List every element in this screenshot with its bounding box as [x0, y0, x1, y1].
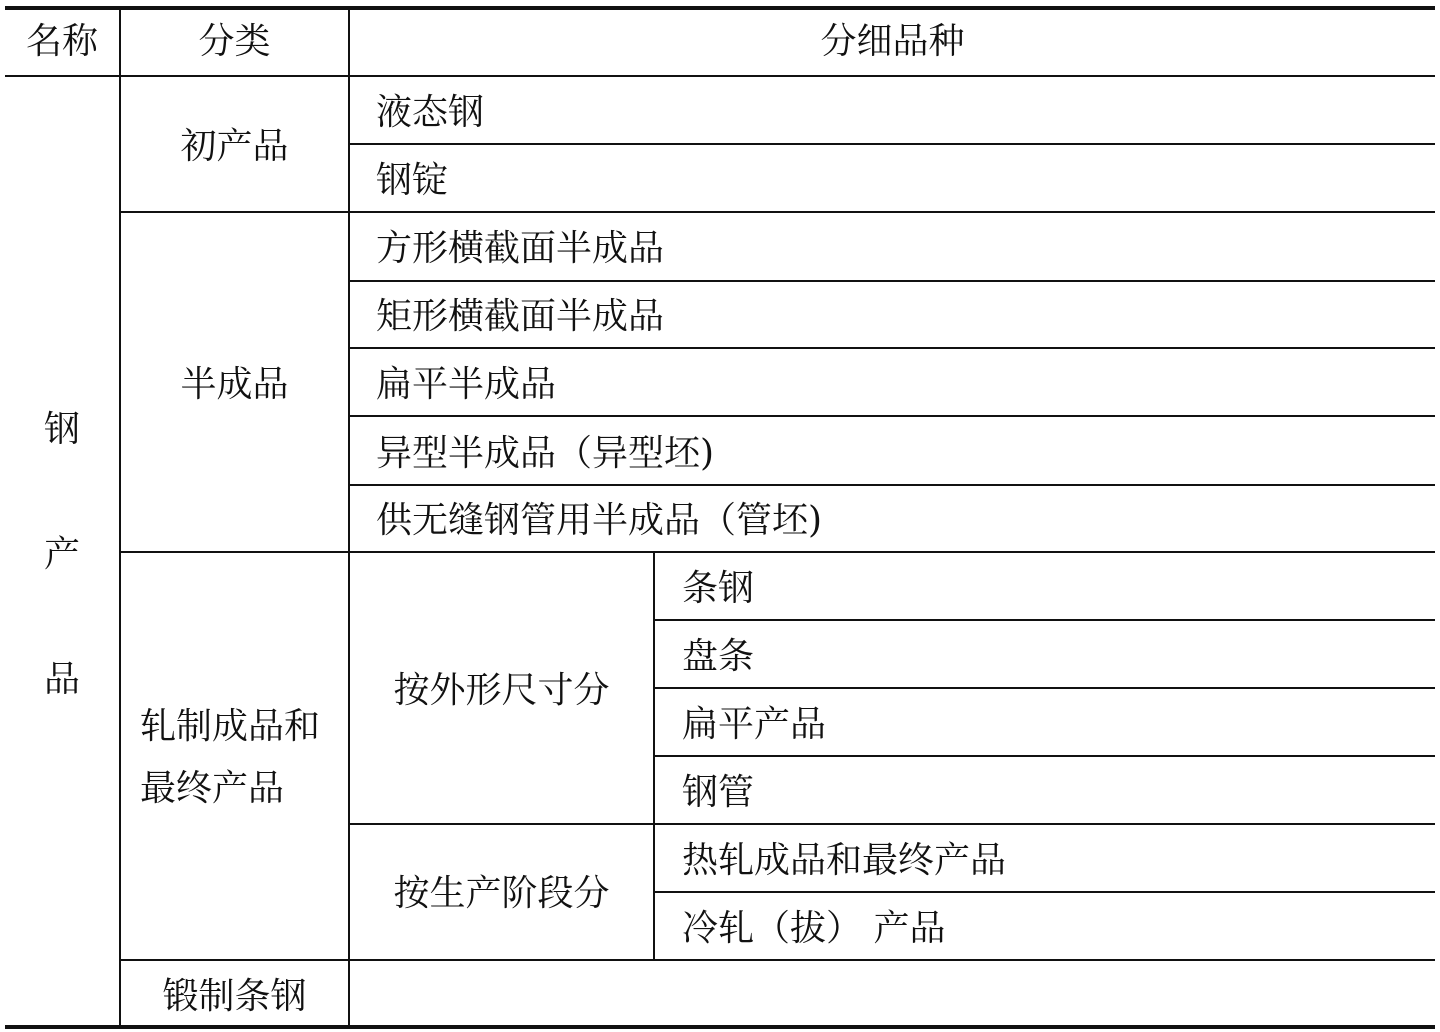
name-char-1: 钢	[43, 409, 80, 450]
group-divider	[120, 551, 1435, 553]
row-divider	[654, 891, 1435, 893]
row-divider	[654, 755, 1435, 757]
column-divider	[348, 8, 350, 1027]
item-wire-rod: 盘条	[682, 636, 755, 677]
table-top-border	[5, 6, 1435, 10]
category-semi-finished: 半成品	[180, 364, 289, 405]
item-flat-semi: 扁平半成品	[376, 364, 557, 405]
item-flat-products: 扁平产品	[682, 704, 827, 745]
subcategory-by-stage: 按生产阶段分	[393, 873, 610, 914]
item-rectangular-semi: 矩形横截面半成品	[376, 296, 665, 337]
row-divider	[349, 143, 1435, 145]
name-char-3: 品	[43, 659, 80, 700]
item-hot-rolled: 热轧成品和最终产品	[682, 840, 1007, 881]
subcategory-by-shape: 按外形尺寸分	[393, 670, 610, 711]
item-cold-rolled: 冷轧（拔） 产品	[682, 908, 946, 949]
item-shaped-semi: 异型半成品（异型坯)	[376, 433, 715, 474]
item-square-semi: 方形横截面半成品	[376, 228, 665, 269]
header-bottom-border	[5, 75, 1435, 77]
header-name: 名称	[25, 21, 98, 62]
group-divider	[120, 211, 1435, 213]
row-divider	[349, 484, 1435, 486]
item-liquid-steel: 液态钢	[376, 92, 485, 133]
column-divider	[653, 551, 655, 961]
category-rolled-final-line2: 最终产品	[140, 768, 285, 809]
category-primary-products: 初产品	[180, 126, 289, 167]
subgroup-divider	[349, 823, 1435, 825]
item-bar-steel: 条钢	[682, 568, 755, 609]
table-bottom-border	[5, 1025, 1435, 1029]
name-char-2: 产	[43, 534, 80, 575]
row-divider	[349, 280, 1435, 282]
row-divider	[654, 619, 1435, 621]
category-forged-bars: 锻制条钢	[162, 976, 307, 1017]
header-subcategory: 分细品种	[820, 21, 965, 62]
header-category: 分类	[198, 21, 271, 62]
group-divider	[120, 959, 1435, 961]
item-steel-tube: 钢管	[682, 772, 755, 813]
category-rolled-final-line1: 轧制成品和	[140, 706, 321, 747]
row-divider	[349, 415, 1435, 417]
row-divider	[349, 347, 1435, 349]
row-divider	[654, 687, 1435, 689]
item-ingot: 钢锭	[376, 160, 449, 201]
item-tube-round-semi: 供无缝钢管用半成品（管坯)	[376, 500, 823, 541]
